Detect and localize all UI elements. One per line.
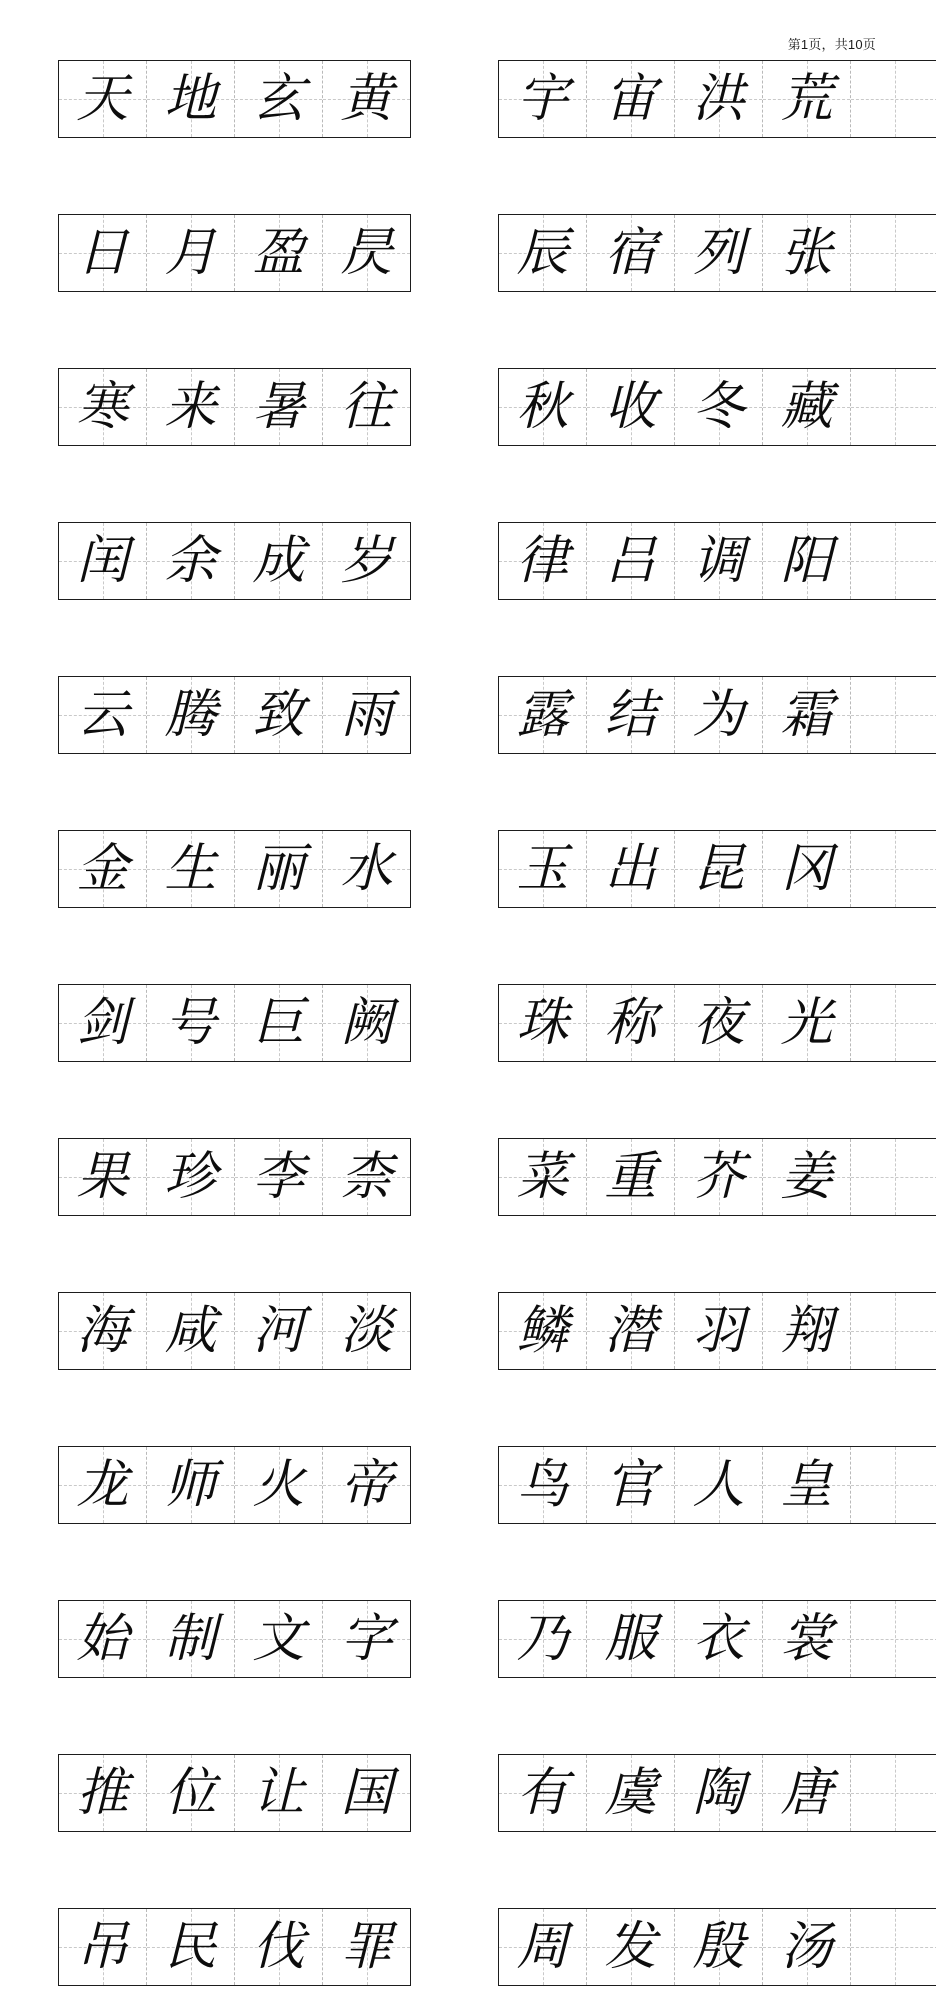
group-gap [411,831,499,908]
character-glyph: 列 [675,215,762,291]
character-cell[interactable] [147,677,235,754]
row-spacer-cell [59,1062,936,1139]
character-glyph: 衣 [675,1601,762,1677]
character-cell-empty[interactable] [851,369,936,446]
character-cell[interactable] [235,1293,323,1370]
group-gap [411,1293,499,1370]
character-glyph: 成 [235,523,322,599]
character-cell[interactable] [59,1601,147,1678]
character-glyph: 闰 [59,523,146,599]
character-glyph: 鳞 [499,1293,586,1369]
character-cell[interactable] [499,985,587,1062]
character-glyph: 服 [587,1601,674,1677]
row-spacer [59,1370,936,1447]
row-spacer [59,600,936,677]
character-cell[interactable] [763,1755,851,1832]
character-glyph: 皇 [763,1447,850,1523]
character-glyph: 云 [59,677,146,753]
character-grid [58,60,878,1986]
character-glyph: 人 [675,1447,762,1523]
character-glyph: 生 [147,831,234,907]
character-glyph: 宇 [499,61,586,137]
character-cell[interactable] [587,985,675,1062]
character-glyph: 果 [59,1139,146,1215]
character-glyph: 周 [499,1909,586,1985]
character-glyph: 阳 [763,523,850,599]
character-cell[interactable] [499,369,587,446]
character-cell-empty[interactable] [851,1909,936,1986]
character-glyph: 天 [59,61,146,137]
character-glyph: 帝 [323,1447,410,1523]
character-cell[interactable] [323,1909,411,1986]
character-cell[interactable] [235,1755,323,1832]
character-cell[interactable] [675,1909,763,1986]
character-cell[interactable] [587,215,675,292]
page-header: 第1页，共10页 [58,34,878,56]
character-glyph: 藏 [763,369,850,445]
character-glyph: 陶 [675,1755,762,1831]
character-glyph: 吊 [59,1909,146,1985]
character-cell[interactable] [763,369,851,446]
character-cell[interactable] [587,1601,675,1678]
character-glyph: 让 [235,1755,322,1831]
character-cell[interactable] [323,1601,411,1678]
row-spacer [59,754,936,831]
cell-guide-lines-icon [851,1293,936,1369]
character-cell[interactable] [59,677,147,754]
character-glyph: 淡 [323,1293,410,1369]
row-spacer-cell [59,1370,936,1447]
character-cell[interactable] [499,1755,587,1832]
character-cell[interactable] [675,1601,763,1678]
character-glyph: 宙 [587,61,674,137]
row-spacer [59,908,936,985]
character-cell[interactable] [323,523,411,600]
cell-guide-lines-icon [851,1909,936,1985]
character-cell[interactable] [323,215,411,292]
row-spacer-cell [59,1216,936,1293]
character-glyph: 腾 [147,677,234,753]
cell-guide-lines-icon [851,1601,936,1677]
character-cell[interactable] [147,1293,235,1370]
character-cell[interactable] [499,61,587,138]
character-cell[interactable] [235,985,323,1062]
character-glyph: 虞 [587,1755,674,1831]
character-cell[interactable] [587,831,675,908]
table-row [59,831,936,908]
character-glyph: 河 [235,1293,322,1369]
character-glyph: 日 [59,215,146,291]
row-spacer-cell [59,292,936,369]
character-cell[interactable] [147,1755,235,1832]
character-glyph: 黄 [323,61,410,137]
row-spacer-cell [59,1832,936,1909]
character-cell[interactable] [499,1139,587,1216]
character-glyph: 剑 [59,985,146,1061]
character-glyph: 潜 [587,1293,674,1369]
character-cell[interactable] [675,369,763,446]
character-glyph: 罪 [323,1909,410,1985]
character-cell[interactable] [235,831,323,908]
character-cell-empty[interactable] [851,1139,936,1216]
character-cell[interactable] [675,831,763,908]
cell-guide-lines-icon [851,1447,936,1523]
character-glyph: 来 [147,369,234,445]
character-glyph: 洪 [675,61,762,137]
character-glyph: 收 [587,369,674,445]
character-glyph: 伐 [235,1909,322,1985]
character-glyph: 鸟 [499,1447,586,1523]
row-spacer [59,138,936,215]
character-glyph: 盈 [235,215,322,291]
character-glyph: 寒 [59,369,146,445]
character-glyph: 为 [675,677,762,753]
character-glyph: 珍 [147,1139,234,1215]
row-spacer-cell [59,1678,936,1755]
character-cell-empty[interactable] [851,61,936,138]
character-glyph: 昆 [675,831,762,907]
character-cell[interactable] [59,523,147,600]
character-cell[interactable] [587,523,675,600]
character-cell[interactable] [675,523,763,600]
character-cell[interactable] [147,1139,235,1216]
character-glyph: 发 [587,1909,674,1985]
character-cell[interactable] [763,523,851,600]
character-cell[interactable] [59,1909,147,1986]
character-cell[interactable] [587,1139,675,1216]
table-row [59,1601,936,1678]
character-cell[interactable] [235,1447,323,1524]
character-glyph: 玉 [499,831,586,907]
character-cell[interactable] [499,523,587,600]
character-glyph: 辰 [499,215,586,291]
character-cell[interactable] [763,1601,851,1678]
character-cell[interactable] [235,1139,323,1216]
character-glyph: 殷 [675,1909,762,1985]
character-cell[interactable] [235,1909,323,1986]
group-gap [411,677,499,754]
character-glyph: 汤 [763,1909,850,1985]
character-cell[interactable] [59,1139,147,1216]
character-cell[interactable] [675,61,763,138]
character-cell[interactable] [675,985,763,1062]
character-glyph: 阙 [323,985,410,1061]
table-row [59,985,936,1062]
table-row [59,1139,936,1216]
character-cell[interactable] [675,1293,763,1370]
table-row [59,369,936,446]
character-cell[interactable] [499,831,587,908]
row-spacer-cell [59,1524,936,1601]
character-cell[interactable] [147,985,235,1062]
character-cell[interactable] [675,677,763,754]
group-gap [411,215,499,292]
cell-guide-lines-icon [851,985,936,1061]
character-grid-table [58,60,936,1986]
character-cell[interactable] [323,369,411,446]
character-cell[interactable] [499,1293,587,1370]
character-cell[interactable] [763,1293,851,1370]
group-gap [411,61,499,138]
table-row [59,215,936,292]
cell-guide-lines-icon [851,369,936,445]
character-cell[interactable] [59,215,147,292]
character-cell-empty[interactable] [851,523,936,600]
row-spacer-cell [59,600,936,677]
character-glyph: 玄 [235,61,322,137]
character-glyph: 羽 [675,1293,762,1369]
group-gap [411,1139,499,1216]
character-cell[interactable] [763,215,851,292]
group-gap [411,1755,499,1832]
row-spacer-cell [59,908,936,985]
row-spacer [59,1216,936,1293]
character-glyph: 冬 [675,369,762,445]
character-glyph: 结 [587,677,674,753]
character-glyph: 国 [323,1755,410,1831]
character-glyph: 露 [499,677,586,753]
character-glyph: 推 [59,1755,146,1831]
character-glyph: 海 [59,1293,146,1369]
character-glyph: 柰 [323,1139,410,1215]
character-cell[interactable] [763,985,851,1062]
group-gap [411,523,499,600]
character-cell[interactable] [323,985,411,1062]
character-glyph: 秋 [499,369,586,445]
character-cell-empty[interactable] [851,831,936,908]
character-cell[interactable] [499,677,587,754]
character-glyph: 姜 [763,1139,850,1215]
group-gap [411,1909,499,1986]
character-cell[interactable] [147,831,235,908]
character-cell-empty[interactable] [851,1293,936,1370]
character-glyph: 出 [587,831,674,907]
character-cell-empty[interactable] [851,1601,936,1678]
table-row [59,523,936,600]
character-cell[interactable] [763,61,851,138]
character-cell[interactable] [675,1139,763,1216]
character-cell[interactable] [323,677,411,754]
character-cell[interactable] [763,677,851,754]
character-cell[interactable] [147,1601,235,1678]
character-glyph: 唐 [763,1755,850,1831]
character-cell[interactable] [323,1447,411,1524]
group-gap [411,985,499,1062]
character-cell[interactable] [675,1447,763,1524]
character-cell[interactable] [59,1447,147,1524]
character-glyph: 余 [147,523,234,599]
character-glyph: 冈 [763,831,850,907]
character-cell[interactable] [59,985,147,1062]
table-row [59,677,936,754]
character-glyph: 地 [147,61,234,137]
table-row [59,1447,936,1524]
character-cell-empty[interactable] [851,985,936,1062]
character-cell[interactable] [147,61,235,138]
character-glyph: 重 [587,1139,674,1215]
character-glyph: 乃 [499,1601,586,1677]
character-cell[interactable] [675,215,763,292]
character-cell[interactable] [587,1909,675,1986]
character-glyph: 制 [147,1601,234,1677]
character-glyph: 岁 [323,523,410,599]
character-glyph: 位 [147,1755,234,1831]
character-cell[interactable] [763,1909,851,1986]
character-glyph: 珠 [499,985,586,1061]
table-row [59,1909,936,1986]
character-glyph: 咸 [147,1293,234,1369]
character-cell[interactable] [235,369,323,446]
character-glyph: 龙 [59,1447,146,1523]
character-glyph: 夜 [675,985,762,1061]
character-cell[interactable] [763,831,851,908]
cell-guide-lines-icon [851,1755,936,1831]
character-cell[interactable] [59,1293,147,1370]
character-cell[interactable] [147,1909,235,1986]
character-cell[interactable] [587,1447,675,1524]
row-spacer [59,1678,936,1755]
table-row [59,1293,936,1370]
character-glyph: 致 [235,677,322,753]
row-spacer-cell [59,446,936,523]
character-glyph: 丽 [235,831,322,907]
character-cell[interactable] [587,61,675,138]
character-cell[interactable] [499,215,587,292]
group-gap [411,369,499,446]
character-glyph: 金 [59,831,146,907]
character-glyph: 光 [763,985,850,1061]
character-cell[interactable] [323,831,411,908]
character-cell[interactable] [763,1447,851,1524]
character-cell[interactable] [147,369,235,446]
character-glyph: 火 [235,1447,322,1523]
character-cell[interactable] [235,677,323,754]
row-spacer [59,446,936,523]
character-cell[interactable] [59,1755,147,1832]
character-cell[interactable] [499,1909,587,1986]
group-gap [411,1601,499,1678]
character-glyph: 月 [147,215,234,291]
group-gap [411,1447,499,1524]
cell-guide-lines-icon [851,677,936,753]
character-cell[interactable] [235,523,323,600]
character-cell[interactable] [235,215,323,292]
character-glyph: 张 [763,215,850,291]
character-cell-empty[interactable] [851,215,936,292]
character-cell[interactable] [235,1601,323,1678]
character-cell[interactable] [499,1601,587,1678]
character-glyph: 民 [147,1909,234,1985]
cell-guide-lines-icon [851,1139,936,1215]
table-row [59,1755,936,1832]
character-cell[interactable] [235,61,323,138]
character-cell[interactable] [323,1293,411,1370]
character-cell[interactable] [587,1293,675,1370]
character-glyph: 吕 [587,523,674,599]
cell-guide-lines-icon [851,61,936,137]
character-cell-empty[interactable] [851,1755,936,1832]
character-glyph: 裳 [763,1601,850,1677]
character-glyph: 文 [235,1601,322,1677]
cell-guide-lines-icon [851,831,936,907]
character-glyph: 芥 [675,1139,762,1215]
character-cell[interactable] [323,1139,411,1216]
character-glyph: 号 [147,985,234,1061]
row-spacer [59,292,936,369]
character-glyph: 巨 [235,985,322,1061]
page-footer-space [58,1986,878,2012]
row-spacer [59,1832,936,1909]
character-cell[interactable] [59,61,147,138]
character-cell-empty[interactable] [851,677,936,754]
character-cell[interactable] [499,1447,587,1524]
character-glyph: 称 [587,985,674,1061]
character-glyph: 菜 [499,1139,586,1215]
character-glyph: 律 [499,523,586,599]
row-spacer-cell [59,754,936,831]
character-cell[interactable] [147,215,235,292]
character-glyph: 水 [323,831,410,907]
character-glyph: 官 [587,1447,674,1523]
character-cell[interactable] [323,61,411,138]
row-spacer [59,1062,936,1139]
character-cell[interactable] [59,831,147,908]
character-glyph: 字 [323,1601,410,1677]
character-glyph: 霜 [763,677,850,753]
character-cell[interactable] [59,369,147,446]
character-glyph: 有 [499,1755,586,1831]
cell-guide-lines-icon [851,215,936,291]
character-glyph: 李 [235,1139,322,1215]
character-glyph: 昃 [323,215,410,291]
character-cell[interactable] [587,369,675,446]
character-glyph: 暑 [235,369,322,445]
cell-guide-lines-icon [851,523,936,599]
table-row [59,61,936,138]
character-glyph: 始 [59,1601,146,1677]
character-glyph: 师 [147,1447,234,1523]
character-cell[interactable] [323,1755,411,1832]
row-spacer [59,1524,936,1601]
character-glyph: 往 [323,369,410,445]
character-glyph: 翔 [763,1293,850,1369]
character-glyph: 宿 [587,215,674,291]
character-cell[interactable] [147,1447,235,1524]
row-spacer-cell [59,138,936,215]
character-glyph: 雨 [323,677,410,753]
character-cell[interactable] [147,523,235,600]
character-glyph: 调 [675,523,762,599]
character-cell[interactable] [763,1139,851,1216]
character-cell-empty[interactable] [851,1447,936,1524]
character-cell[interactable] [675,1755,763,1832]
character-cell[interactable] [587,677,675,754]
character-glyph: 荒 [763,61,850,137]
character-cell[interactable] [587,1755,675,1832]
